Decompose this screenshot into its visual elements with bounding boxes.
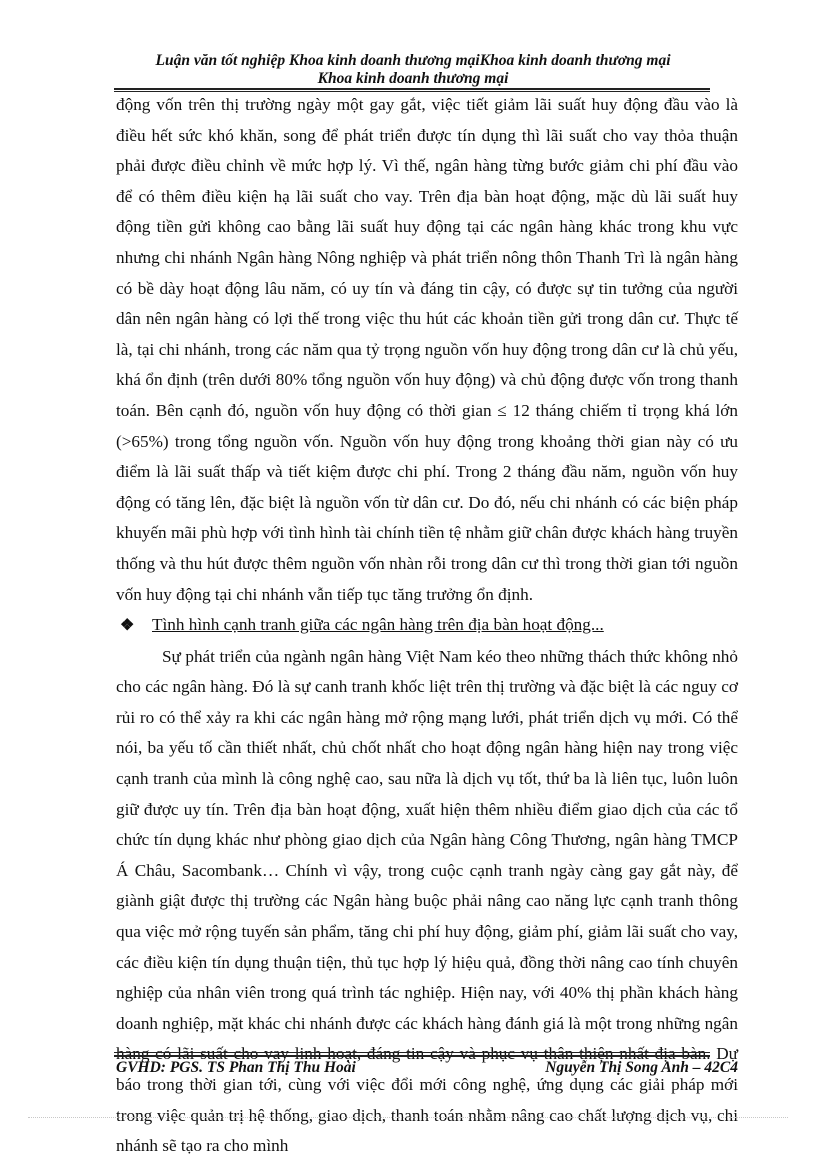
footer-author: Nguyễn Thị Song Anh – 42C4: [545, 1059, 738, 1076]
body-paragraph-competition: Sự phát triển của ngành ngân hàng Việt Nam kéo theo những thách thức không nhỏ cho các ngân hàng. Đó là sự canh tranh khốc liệt trên thị trường và đặc biệt là các nguy cơ rủi ro có thể xảy ra khi các ngân hàng mở rộng mạng lưới, phát triển dịch vụ mới. Có thể nói, ba yếu tố cần thiết nhất, chủ chốt nhất cho hoạt động ngân hàng hiện nay trong việc cạnh tranh của mình là công nghệ cao, sau nữa là dịch vụ tốt, thứ ba là liên tục, luôn luôn giữ được uy tín. Trên địa bàn hoạt động, xuất hiện thêm nhiều điểm giao dịch của các tổ chức tín dụng khác như phòng giao dịch của Ngân hàng Công Thương, ngân hàng TMCP Á Châu, Sacombank… Chính vì vậy, trong cuộc cạnh tranh ngày càng gay gắt này, để giành giật được thị trường các Ngân hàng buộc phải nâng cao năng lực cạnh tranh thông qua việc mở rộng tuyến sản phẩm, tăng chi phí huy động, giảm phí, giảm lãi suất cho vay, các điều kiện tín dụng thuận tiện, thủ tục hợp lý hiệu quả, đồng thời nâng cao tính chuyên nghiệp của nhân viên trong quá trình tác nghiệp. Hiện nay, với 40% thị phần khách hàng doanh nghiệp, mặt khác chi nhánh được các khách hàng đánh giá là một trong những ngân hàng có lãi suất cho vay linh hoạt, đáng tin cậy và phục vụ thân thiện nhất địa bàn. Dự báo trong thời gian tới, cùng với việc đổi mới công nghệ, ứng dụng các giải pháp mới trong việc quản trị hệ thống, giao dịch, thanh toán nhằm nâng cao chất lượng dịch vụ, chi nhánh sẽ tạo ra cho mình: [116, 646, 738, 1156]
section-heading-text: Tình hình cạnh tranh giữa các ngân hàng trên địa bàn hoạt động...: [152, 615, 604, 635]
body-paragraph-funding: động vốn trên thị trường ngày một gay gắt, việc tiết giảm lãi suất huy động đầu vào là điều hết sức khó khăn, song để phát triển được tín dụng thì lãi suất cho vay thỏa thuận phải được điều chỉnh về mức hợp lý. Vì thế, ngân hàng từng bước giảm chi phí đầu vào để có thêm điều kiện hạ lãi suất cho vay. Trên địa bàn hoạt động, mặc dù lãi suất huy động tiền gửi không cao bằng lãi suất huy động tại các ngân hàng khác trong khu vực nhưng chi nhánh Ngân hàng Nông nghiệp và phát triển nông thôn Thanh Trì là ngân hàng có bề dày hoạt động lâu năm, có uy tín và đáng tin cậy, có được sự tin tưởng của người dân nên ngân hàng có lợi thế trong việc thu hút các khoản tiền gửi trong dân cư. Thực tế là, tại chi nhánh, trong các năm qua tỷ trọng nguồn vốn huy động trong dân cư là chủ yếu, khá ổn định (trên dưới 80% tổng nguồn vốn huy động) và chủ động được vốn trong thanh toán. Bên cạnh đó, nguồn vốn huy động có thời gian ≤ 12 tháng chiếm tỉ trọng khá lớn (>65%) trong tổng nguồn vốn. Nguồn vốn huy động trong khoảng thời gian này có ưu điểm là lãi suất thấp và tiết kiệm được chi phí. Trong 2 tháng đầu năm, nguồn vốn huy động có tăng lên, đặc biệt là nguồn vốn từ dân cư. Do đó, nếu chi nhánh có các biện pháp khuyến mãi phù hợp với tình hình tài chính tiền tệ nhằm giữ chân được khách hàng truyền thống và thu hút được thêm nguồn vốn nhàn rỗi trong dân cư thì trong thời gian tới nguồn vốn huy động tại chi nhánh vẫn tiếp tục tăng trưởng ổn định.: [116, 95, 738, 604]
footer-rule-thin: [114, 1052, 710, 1053]
footer-supervisor: GVHD: PGS. TS Phan Thị Thu Hoài: [116, 1059, 356, 1076]
footer-rule: [114, 1055, 710, 1057]
page-header: [110, 52, 716, 88]
header-title-line-2: Khoa kinh doanh thương mại: [317, 70, 509, 87]
header-title-line-1: Luận văn tốt nghiệp Khoa kinh doanh thương mạiKhoa kinh doanh thương mại: [155, 52, 671, 69]
diamond-bullet-icon: ❖: [120, 617, 135, 635]
page-bottom-dotted-line: [28, 1117, 788, 1118]
page-body: [116, 90, 738, 1162]
page-footer: [116, 1058, 738, 1078]
section-heading: [116, 610, 738, 642]
